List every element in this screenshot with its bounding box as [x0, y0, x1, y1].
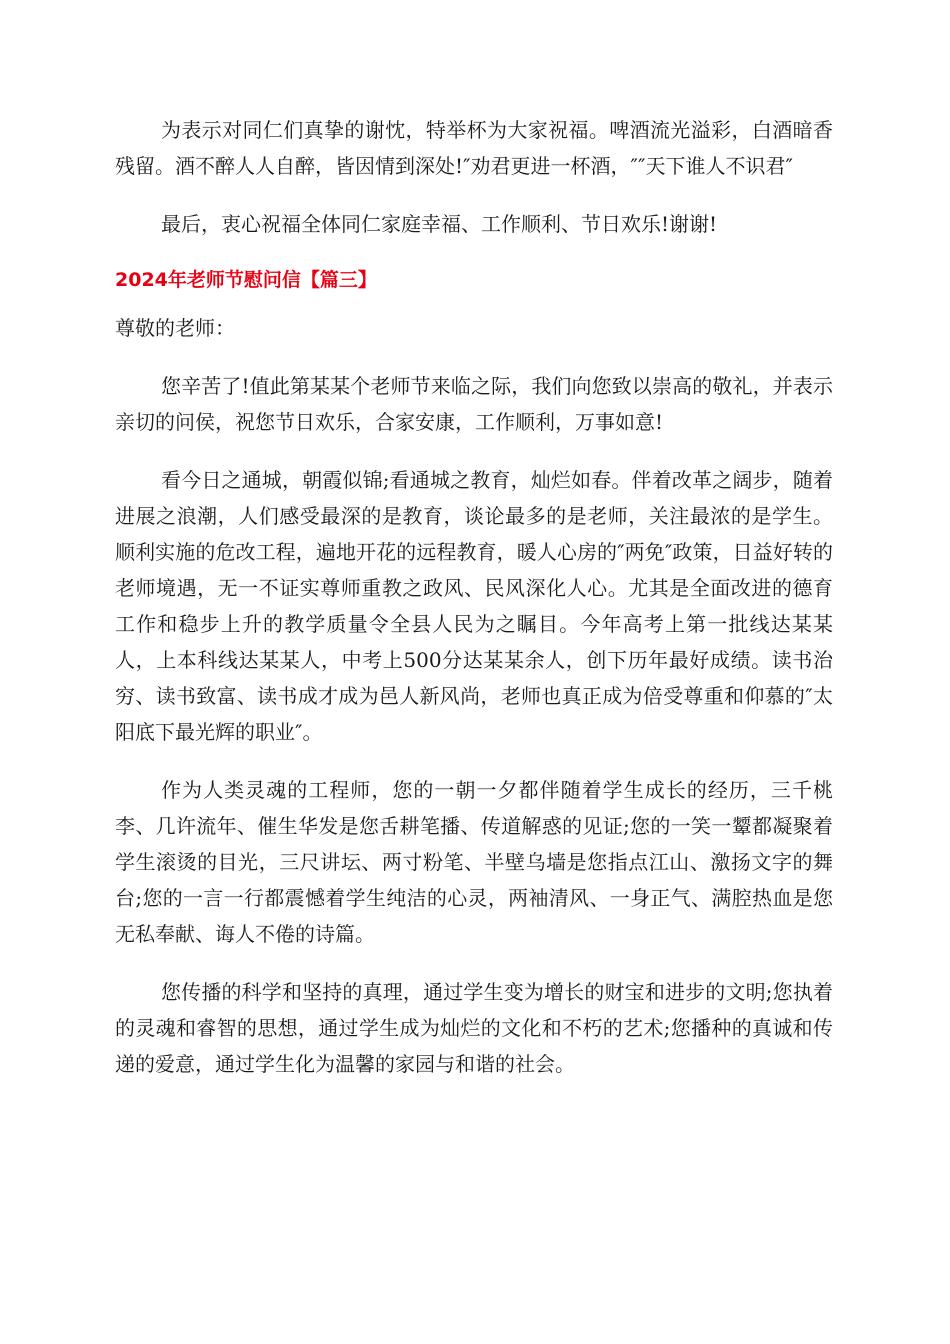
paragraph-closing-wishes: 最后，衷心祝福全体同仁家庭幸福、工作顺利、节日欢乐!谢谢! — [161, 212, 718, 236]
paragraph-education-achievements: 看今日之通城，朝霞似锦;看通城之教育，灿烂如春。伴着改革之阔步，随着进展之浪潮，人们感受最深的是教育，谈论最多的是老师，关注最浓的是学生。顺利实施的危改工程，遍地开花的远程教育，暖人心房的″两免″政策，日益好转的老师境遇，无一不证实尊师重教之政风、民风深化人心。尤其是全面改进的德育工作和稳步上升的教学质量令全县人民为之瞩目。今年高考上第一批线达某某人，上本科线达某某人，中考上500分达某某余人，创下历年最好成绩。读书治穷、读书致富、读书成才成为邑人新风尚，老师也真正成为倍受尊重和仰慕的″太阳底下最光辉的职业″。 — [115, 468, 833, 744]
document-page — [115, 112, 833, 1104]
paragraph-teacher-legacy: 您传播的科学和坚持的真理，通过学生变为增长的财宝和进步的文明;您执着的灵魂和睿智的思想，通过学生成为灿烂的文化和不朽的艺术;您播种的真诚和传递的爱意，通过学生化为温馨的家园与和谐的社会。 — [115, 980, 833, 1076]
paragraph-teacher-role: 作为人类灵魂的工程师，您的一朝一夕都伴随着学生成长的经历，三千桃李、几许流年、催生华发是您舌耕笔播、传道解惑的见证;您的一笑一颦都凝聚着学生滚烫的目光，三尺讲坛、两寸粉笔、半壁乌墙是您指点江山、激扬文字的舞台;您的一言一行都震憾着学生纯洁的心灵，两袖清风、一身正气、满腔热血是您无私奉献、诲人不倦的诗篇。 — [115, 778, 833, 946]
section-heading: 2024年老师节慰问信【篇三】 — [115, 269, 377, 291]
paragraph-toast: 为表示对同仁们真挚的谢忱，特举杯为大家祝福。啤酒流光溢彩，白酒暗香残留。酒不醉人人自醉，皆因情到深处!″劝君更进一杯酒，″″天下谁人不识君″ — [115, 118, 833, 178]
paragraph-greeting: 您辛苦了!值此第某某个老师节来临之际，我们向您致以崇高的敬礼，并表示亲切的问侯，祝您节日欢乐，合家安康，工作顺利，万事如意! — [115, 374, 833, 434]
salutation: 尊敬的老师： — [115, 316, 235, 340]
